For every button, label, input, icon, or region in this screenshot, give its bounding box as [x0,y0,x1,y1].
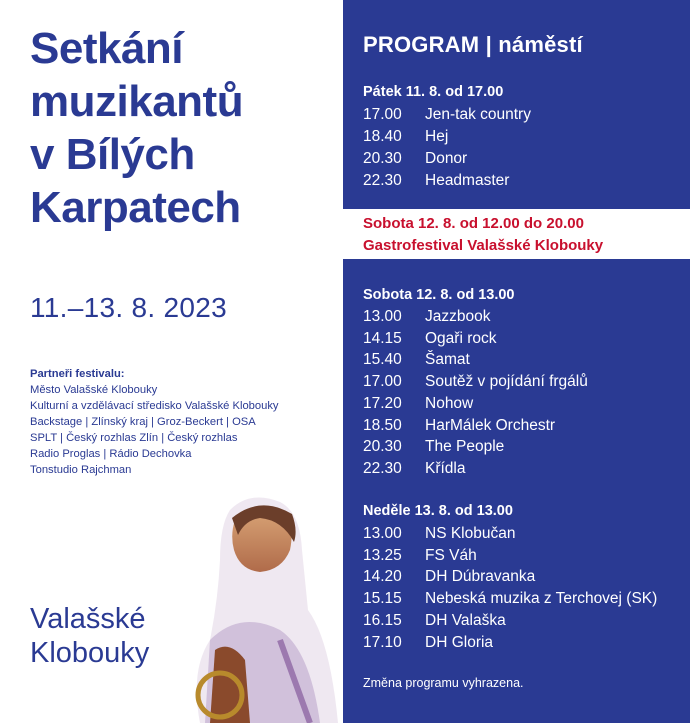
program-act: Soutěž v pojídání frgálů [425,373,588,390]
title-line: v Bílých [30,130,195,179]
friday-heading: Pátek 11. 8. od 17.00 [363,84,504,100]
program-row [363,568,535,586]
program-time: 15.40 [363,351,402,368]
title-line: muzikantů [30,77,244,126]
program-time: 22.30 [363,460,402,477]
logo-line: Klobouky [30,637,150,669]
festival-dates: 11.–13. 8. 2023 [30,292,228,323]
program-row [363,128,448,146]
program-act: Křídla [425,460,466,477]
program-act: Jazzbook [425,308,491,325]
partners-block [30,366,330,478]
partner-line: Backstage | Zlínský kraj | Groz-Beckert | OSA [30,416,256,428]
program-act: FS Váh [425,547,477,564]
program-act: NS Klobučan [425,525,516,542]
program-time: 13.00 [363,308,402,325]
program-act: DH Dúbravanka [425,568,536,585]
poster-left-panel [0,0,343,723]
partner-line: Tonstudio Rajchman [30,464,132,476]
program-row [363,612,506,630]
program-row [363,150,467,168]
program-time: 13.00 [363,525,402,542]
gastro-date: Sobota 12. 8. od 12.00 do 20.00 [363,215,584,232]
program-row [363,395,473,413]
program-time: 17.00 [363,373,402,390]
town-logo [30,602,149,670]
partner-line: Město Valašské Klobouky [30,384,158,396]
program-row [363,330,497,348]
program-act: DH Valaška [425,612,506,629]
program-act: Donor [425,150,468,167]
program-time: 20.30 [363,150,402,167]
title-line: Karpatech [30,183,241,232]
program-act: DH Gloria [425,634,494,651]
program-time: 22.30 [363,172,402,189]
program-act: Ogaři rock [425,330,497,347]
partner-line: Kulturní a vzdělávací středisko Valašské Klobouky [30,400,279,412]
program-row [363,308,490,326]
program-time: 14.20 [363,568,402,585]
program-act: Nebeská muzika z Terchovej (SK) [425,590,658,607]
program-time: 16.15 [363,612,402,629]
program-act: Šamat [425,351,470,368]
program-time: 18.50 [363,417,402,434]
program-title: PROGRAM | náměstí [363,32,583,57]
program-act: Nohow [425,395,474,412]
program-row [363,351,470,369]
program-row [363,172,509,190]
gastro-title: Gastrofestival Valašské Klobouky [363,237,604,254]
program-act: HarMálek Orchestr [425,417,556,434]
program-time: 17.20 [363,395,402,412]
partner-line: SPLT | Český rozhlas Zlín | Český rozhlas [30,432,238,444]
partners-heading: Partneři festivalu: [30,368,125,380]
program-time: 18.40 [363,128,402,145]
program-panel [343,0,690,723]
gastrofestival-band [343,209,690,259]
program-row [363,525,515,543]
festival-title [30,22,340,234]
program-row [363,460,466,478]
program-change-note: Změna programu vyhrazena. [363,676,524,690]
saturday-heading: Sobota 12. 8. od 13.00 [363,287,515,303]
program-row [363,590,657,608]
program-time: 17.00 [363,106,402,123]
program-row [363,547,477,565]
program-time: 17.10 [363,634,402,651]
partner-line: Radio Proglas | Rádio Dechovka [30,448,192,460]
program-row [363,106,531,124]
title-line: Setkání [30,24,184,73]
program-row [363,634,493,652]
program-row [363,373,588,391]
program-row [363,438,504,456]
program-row [363,417,555,435]
logo-line: Valašské [30,603,146,635]
sunday-heading: Neděle 13. 8. od 13.00 [363,503,513,519]
program-time: 15.15 [363,590,402,607]
program-act: Jen-tak country [425,106,531,123]
program-time: 14.15 [363,330,402,347]
program-act: Hej [425,128,449,145]
program-act: Headmaster [425,172,510,189]
program-act: The People [425,438,505,455]
program-time: 13.25 [363,547,402,564]
program-time: 20.30 [363,438,402,455]
musician-photo-illustration [190,490,340,723]
